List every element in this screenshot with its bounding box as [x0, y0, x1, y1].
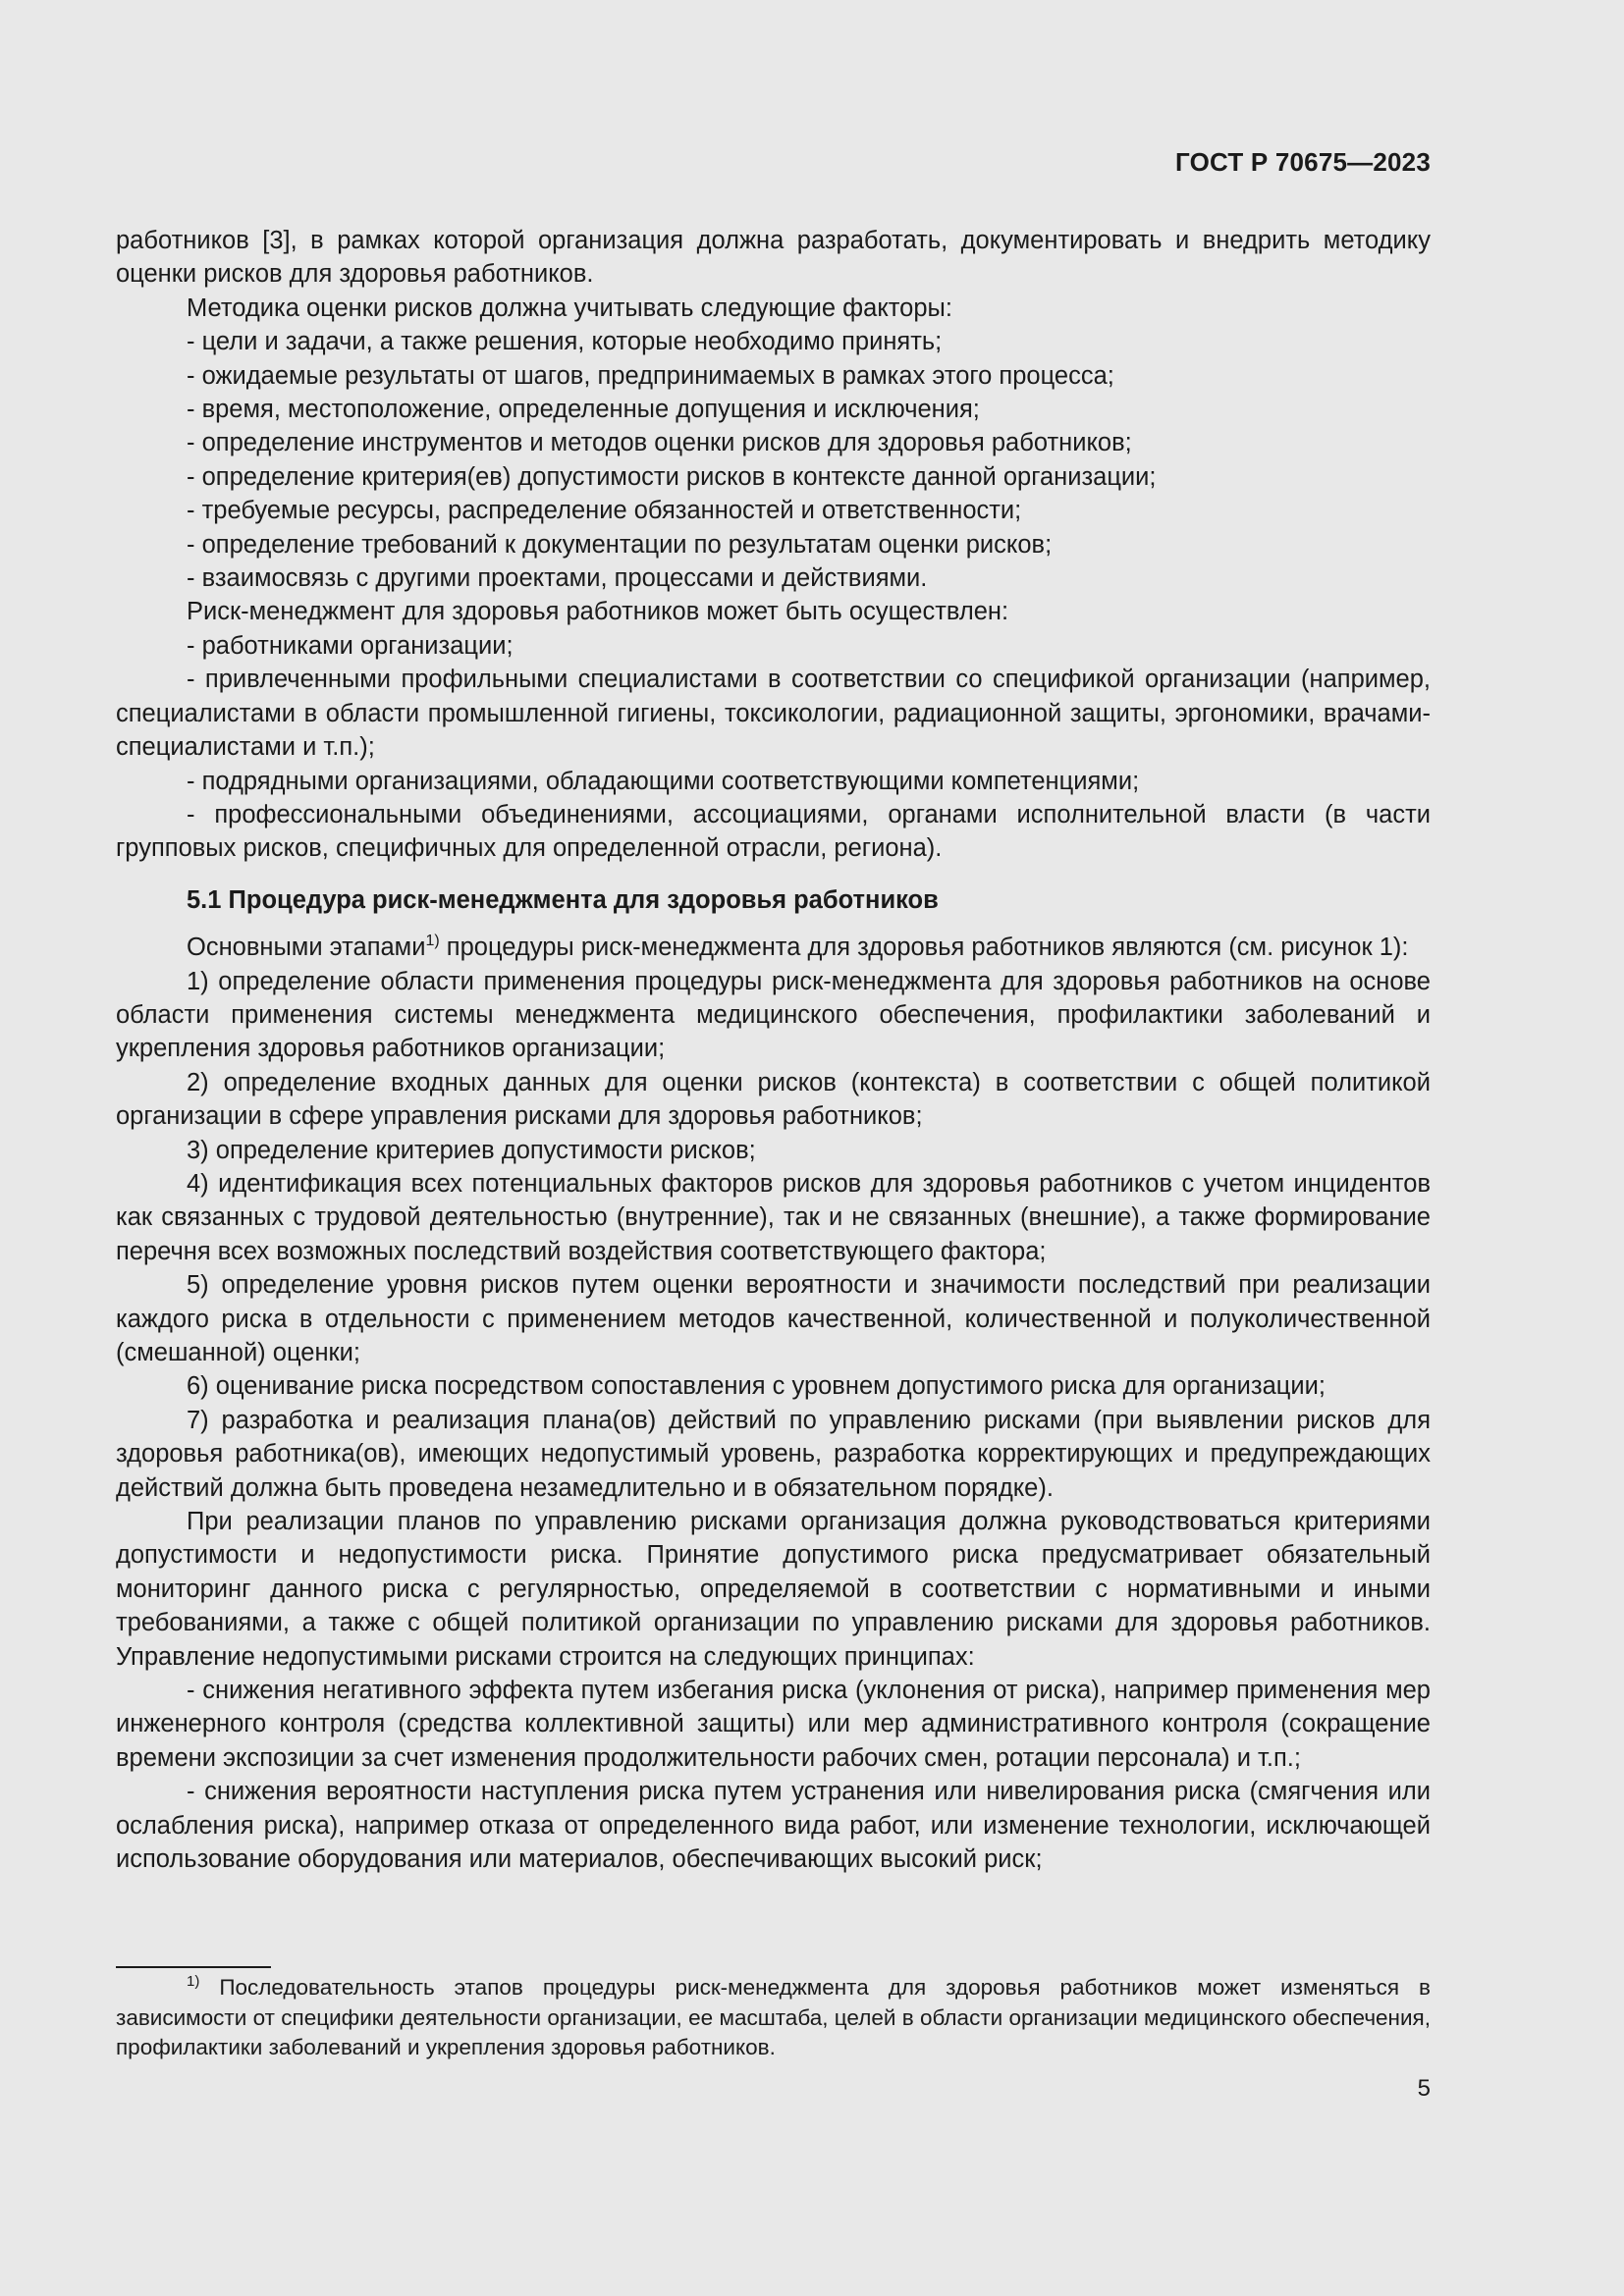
- factor-item: - определение инструментов и методов оценки рисков для здоровья работников;: [187, 429, 1132, 457]
- stages-lead-start: Основными этапами: [187, 934, 426, 962]
- stages-lead-end: процедуры риск-менеджмента для здоровья работников являются (см. рисунок 1):: [439, 934, 1409, 962]
- factors-lead-paragraph: Методика оценки рисков должна учитывать следующие факторы:: [187, 294, 952, 322]
- footnote-divider: [116, 1966, 271, 1968]
- risk-management-lead-paragraph: Риск-менеджмент для здоровья работников может быть осуществлен:: [187, 598, 1009, 626]
- factor-item: - время, местоположение, определенные допущения и исключения;: [187, 396, 980, 424]
- factor-item: - определение требований к документации по результатам оценки рисков;: [187, 530, 1053, 559]
- factor-item: - ожидаемые результаты от шагов, предпринимаемых в рамках этого процесса;: [187, 361, 1114, 390]
- stage-item: 3) определение критериев допустимости рисков;: [187, 1136, 756, 1164]
- page-body: [116, 224, 1431, 1877]
- performer-item: - подрядными организациями, обладающими соответствующими компетенциями;: [187, 767, 1140, 795]
- intro-paragraph: работников [3], в рамках которой организация должна разработать, документировать и внедрить методику оценки рисков для здоровья работников.: [116, 227, 1431, 289]
- stage-item: 7) разработка и реализация плана(ов) действий по управлению рисками (при выявлении рисков для здоровья работника(ов), имеющих недопустимый уровень, разработка корректирующих и предупреждающих действий должна быть проведена незамедлительно и в обязательном порядке).: [116, 1406, 1431, 1502]
- stage-item: 4) идентификация всех потенциальных факторов рисков для здоровья работников с учетом инцидентов как связанных с трудовой деятельностью (внутренние), так и не связанных (внешние), а также формирование перечня всех возможных последствий воздействия соответствующего фактора;: [116, 1169, 1431, 1265]
- stage-item: 2) определение входных данных для оценки рисков (контекста) в соответствии с общей политикой организации в сфере управления рисками для здоровья работников;: [116, 1068, 1431, 1131]
- factor-item: - требуемые ресурсы, распределение обязанностей и ответственности;: [187, 497, 1022, 525]
- stages-lead-paragraph: [116, 931, 1431, 964]
- principle-item: - снижения негативного эффекта путем избегания риска (уклонения от риска), например применения мер инженерного контроля (средства коллективной защиты) или мер административного контроля (сокращение времени экспозиции за счет изменения продолжительности рабочих смен, ротации персонала) и т.п.;: [116, 1677, 1431, 1772]
- plans-paragraph: При реализации планов по управлению рисками организация должна руководствоваться критериями допустимости и недопустимости риска. Принятие допустимого риска предусматривает обязательный мониторинг данного риска с регулярностью, определяемой в соответствии с нормативными и иными требованиями, а также с общей политикой организации по управлению рисками для здоровья работников. Управление недопустимыми рисками строится на следующих принципах:: [116, 1508, 1431, 1671]
- stage-item: 6) оценивание риска посредством сопоставления с уровнем допустимого риска для организации;: [187, 1372, 1326, 1401]
- footnote-reference: 1): [425, 933, 440, 950]
- performer-item: - профессиональными объединениями, ассоциациями, органами исполнительной власти (в части групповых рисков, специфичных для определенной отрасли, региона).: [116, 800, 1431, 863]
- footnote: [116, 1973, 1431, 2063]
- factor-item: - взаимосвязь с другими проектами, процессами и действиями.: [187, 564, 928, 593]
- principle-item: - снижения вероятности наступления риска путем устранения или нивелирования риска (смягчения или ослабления риска), например отказа от определенного вида работ, или изменение технологии, исключающей использование оборудования или материалов, обеспечивающих высокий риск;: [116, 1778, 1431, 1874]
- factor-item: - цели и задачи, а также решения, которые необходимо принять;: [187, 328, 943, 356]
- footnote-text: Последовательность этапов процедуры риск-менеджмента для здоровья работников может изменяться в зависимости от специфики деятельности организации, ее масштаба, целей в области организации медицинского обеспечения, профилактики заболеваний и укрепления здоровья работников.: [116, 1975, 1431, 2059]
- performer-item: - привлеченными профильными специалистами в соответствии со спецификой организации (например, специалистами в области промышленной гигиены, токсикологии, радиационной защиты, эргономики, врачами-специалистами и т.п.);: [116, 666, 1431, 762]
- stage-item: 1) определение области применения процедуры риск-менеджмента для здоровья работников на основе области применения системы менеджмента медицинского обеспечения, профилактики заболеваний и укрепления здоровья работников организации;: [116, 967, 1431, 1063]
- document-code-header: ГОСТ Р 70675—2023: [1175, 147, 1431, 177]
- performer-item: - работниками организации;: [187, 631, 514, 660]
- footnote-marker: 1): [187, 1973, 200, 1990]
- factor-item: - определение критерия(ев) допустимости рисков в контексте данной организации;: [187, 462, 1157, 491]
- page-number: 5: [1417, 2075, 1431, 2102]
- section-heading: 5.1 Процедура риск-менеджмента для здоровья работников: [187, 885, 939, 914]
- stage-item: 5) определение уровня рисков путем оценки вероятности и значимости последствий при реализации каждого риска в отдельности с применением методов качественной, количественной и полуколичественной (смешанной) оценки;: [116, 1271, 1431, 1366]
